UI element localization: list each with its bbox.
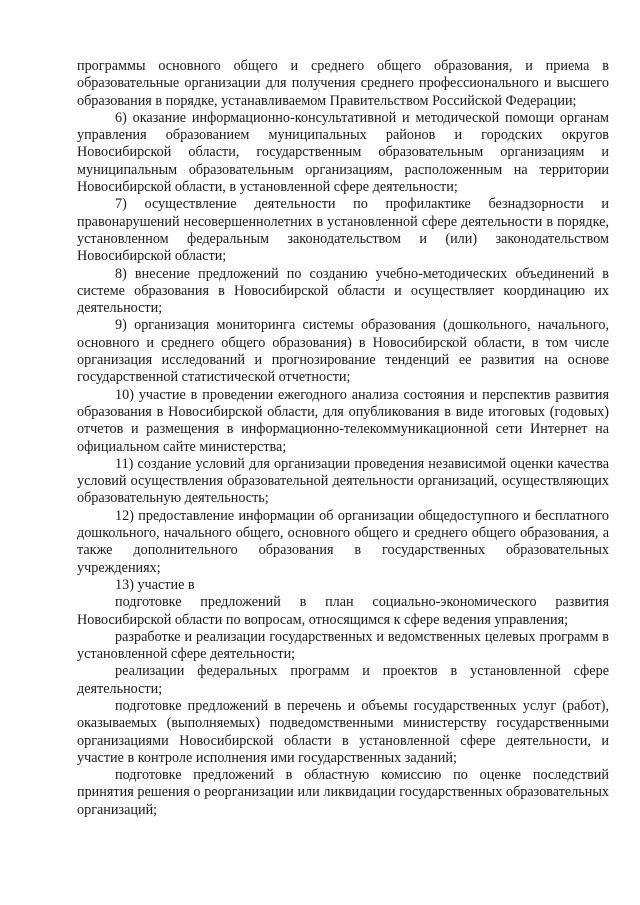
- paragraph-item-7: 7) осуществление деятельности по профилактике безнадзорности и правонарушений несовершеннолетних в установленной сфере деятельности в порядке, установленном федеральным законодательством и (или) законодательством Новосибирской области;: [77, 196, 609, 265]
- paragraph-item-13: 13) участие в: [115, 576, 195, 593]
- paragraph-item-11: 11) создание условий для организации проведения независимой оценки качества условий осуществления образовательной деятельности организаций, осуществляющих образовательную деятельность;: [77, 455, 609, 507]
- subitem-federal-programs: реализации федеральных программ и проектов в установленной сфере деятельности;: [77, 663, 609, 697]
- paragraph-continuation: программы основного общего и среднего общего образования, и приема в образовательные организации для получения среднего профессионального и высшего образования в порядке, устанавливаемом Правительством Российской Федерации;: [77, 58, 609, 109]
- subitem-target-programs: разработке и реализации государственных и ведомственных целевых программ в установленной сфере деятельности;: [77, 628, 609, 663]
- subitem-state-services: подготовке предложений в перечень и объемы государственных услуг (работ), оказываемых (выполняемых) подведомственными министерству государственными организациями Новосибирской области в установленной сфере деятельности, и участие в контроле исполнения ими государственных заданий;: [77, 697, 609, 766]
- paragraph-item-8: 8) внесение предложений по созданию учебно-методических объединений в системе образования в Новосибирской области и осуществляет координацию их деятельности;: [77, 265, 609, 317]
- subitem-plan-proposals: подготовке предложений в план социально-экономического развития Новосибирской области по вопросам, относящимся к сфере ведения управления;: [77, 594, 609, 628]
- paragraph-item-10: 10) участие в проведении ежегодного анализа состояния и перспектив развития образования в Новосибирской области, для опубликования в виде итоговых (годовых) отчетов и размещения в информационно-телекоммуникационной сети Интернет на официальном сайте министерства;: [77, 386, 609, 455]
- paragraph-item-6: 6) оказание информационно-консультативной и методической помощи органам управления образованием муниципальных районов и городских округов Новосибирской области, государственным образовательным организациям и муниципальным образовательным организациям, расположенным на территории Новосибирской области, в установленной сфере деятельности;: [77, 109, 609, 196]
- paragraph-item-9: 9) организация мониторинга системы образования (дошкольного, начального, основного и среднего общего образования) в Новосибирской области, в том числе организация исследований и прогнозирование тенденций ее развития на основе государственной статистической отчетности;: [77, 317, 609, 386]
- document-page: [77, 58, 609, 819]
- subitem-reorganization-commission: подготовке предложений в областную комиссию по оценке последствий принятия решения о реорганизации или ликвидации государственных образовательных организаций;: [77, 767, 609, 818]
- paragraph-item-12: 12) предоставление информации об организации общедоступного и бесплатного дошкольного, начального общего, основного общего и среднего общего образования, а также дополнительного образования в государственных образовательных учреждениях;: [77, 507, 609, 576]
